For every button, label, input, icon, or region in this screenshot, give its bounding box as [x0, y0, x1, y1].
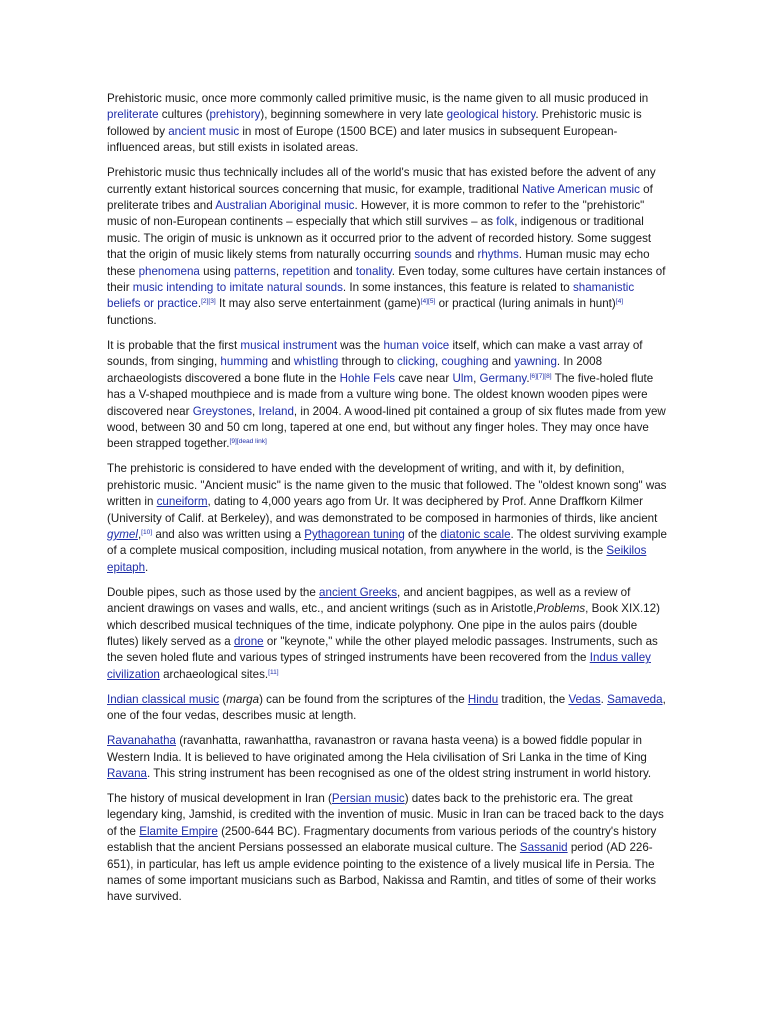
link-hohle-fels[interactable]: Hohle Fels: [339, 371, 396, 385]
link-music[interactable]: music: [132, 281, 164, 295]
link-cuneiform[interactable]: cuneiform: [156, 495, 208, 509]
text: .: [526, 371, 530, 385]
text: and: [330, 264, 356, 278]
link-diatonic-scale[interactable]: diatonic scale: [440, 527, 511, 541]
text: tradition, the: [498, 692, 569, 706]
text: (: [219, 692, 227, 706]
text: ), beginning somewhere in very late: [260, 108, 447, 122]
text: of the: [404, 527, 441, 541]
italic-title: Problems: [536, 602, 586, 616]
text: ,: [435, 355, 442, 369]
text: itself, which can make a vast array of sounds, from singing,: [107, 338, 643, 369]
paragraph-2: [107, 165, 667, 329]
link-gymel[interactable]: gymel: [107, 527, 138, 541]
text: Prehistoric music thus technically includes all of the world's music that has existed before the advent of any currently extant historical sources concerning that music, for example, traditional: [107, 166, 656, 196]
link-human-voice[interactable]: human voice: [383, 338, 450, 352]
text: The five-holed flute has a V-shaped mouthpiece and is made from a vulture wing bone. The oldest known wooden pipes were discovered near: [107, 371, 654, 418]
text: cultures (: [158, 108, 210, 122]
text: (ravanhatta, rawanhattha, ravanastron or ravana hasta veena) is a bowed fiddle popular in Western India. It is believed to have originated among the Hela civilisation of Sri Lanka in the time of King: [107, 734, 647, 764]
text: The history of musical development in Iran (: [107, 792, 332, 805]
link-sassanid[interactable]: Sassanid: [519, 841, 568, 855]
text: It is probable that the first: [107, 338, 241, 352]
text: , one of the four vedas, describes music at length.: [107, 692, 666, 723]
italic-term: marga: [226, 692, 260, 706]
link-vedas[interactable]: Vedas: [568, 692, 601, 706]
link-preliterate[interactable]: preliterate: [107, 108, 159, 122]
link-samaveda[interactable]: Samaveda: [607, 692, 663, 706]
text: . Prehistoric music is followed by: [107, 108, 642, 138]
link-elamite-empire[interactable]: Elamite Empire: [139, 824, 218, 838]
link-ravanahatha[interactable]: Ravanahatha: [107, 734, 176, 748]
paragraph-1: [107, 91, 667, 157]
link-prehistory[interactable]: prehistory: [209, 108, 261, 122]
link-intending-to-imitate-natural-sounds[interactable]: intending to imitate natural sounds: [166, 281, 343, 295]
text: . In 2008 archaeologists discovered a bone flute in the: [107, 355, 603, 385]
article-body: [107, 91, 667, 914]
text: and: [488, 355, 515, 369]
citation-ref[interactable]: [11]: [268, 668, 279, 676]
link-sounds[interactable]: sounds: [414, 248, 452, 262]
paragraph-7: [107, 733, 667, 782]
text: , indigenous or traditional music. The origin of music is unknown as it occurred prior to the advent of recorded history. Some suggest that the origin of music likely stems from naturally occurring: [107, 215, 652, 262]
text: ,: [473, 371, 480, 385]
text: ) dates back to the prehistoric era. The great legendary king, Jamshid, is credited with the invention of music. Music in Iran can be traced back to the days of the: [107, 792, 664, 838]
link-shamanistic-beliefs[interactable]: shamanistic beliefs or practice: [107, 281, 635, 311]
link-musical-instrument[interactable]: musical instrument: [240, 338, 338, 352]
link-australian-aboriginal-music[interactable]: Australian Aboriginal music: [215, 199, 355, 213]
citation-ref[interactable]: [2][3]: [201, 298, 216, 306]
citation-ref[interactable]: [6][7][8]: [529, 372, 552, 380]
text: ,: [275, 264, 283, 278]
link-indus-valley-civilization[interactable]: Indus valley civilization: [107, 651, 651, 681]
link-folk[interactable]: folk: [496, 215, 515, 229]
link-coughing[interactable]: coughing: [441, 355, 489, 369]
text: in most of Europe (1500 BCE) and later musics in subsequent European-influenced areas, but still exists in isolated areas.: [107, 124, 618, 155]
link-geological-history[interactable]: geological history: [446, 108, 536, 122]
text: . This string instrument has been recognised as one of the oldest string instrument in world history.: [146, 767, 652, 780]
link-yawning[interactable]: yawning: [514, 355, 557, 369]
link-ulm[interactable]: Ulm: [452, 371, 474, 385]
text: Prehistoric music, once more commonly called primitive music, is the name given to all music produced in: [107, 92, 649, 105]
paragraph-3: [107, 338, 667, 453]
link-whistling[interactable]: whistling: [293, 355, 339, 369]
citation-ref[interactable]: [4]: [615, 298, 624, 306]
link-indian-classical-music[interactable]: Indian classical music: [107, 692, 220, 706]
link-ancient-music[interactable]: ancient music: [168, 124, 240, 138]
link-greystones[interactable]: Greystones: [192, 404, 253, 418]
link-ancient-greeks[interactable]: ancient Greeks: [319, 585, 398, 599]
link-pythagorean-tuning[interactable]: Pythagorean tuning: [304, 527, 405, 541]
text: , dating to 4,000 years ago from Ur. It was deciphered by Prof. Anne Draffkorn Kilmer (University of Calif. at Berkeley), and was demonstrated to be composed in harmonies of thirds, like ancient: [107, 495, 658, 525]
text: . The oldest surviving example of a complete musical composition, including musical notation, from anywhere in the world, is the: [107, 527, 667, 558]
text: ,: [252, 404, 259, 418]
text: archaeological sites.: [159, 667, 269, 681]
text: , in 2004. A wood-lined pit contained a group of six flutes made from yew wood, between 30 and 50 cm long, tapered at one end, but without any finger holes. They may once have been strapped together.: [107, 404, 666, 451]
text: The prehistoric is considered to have ended with the development of writing, and with it, by definition, prehistoric music. "Ancient music" is the name given to the music that followed. The "oldest known song" was written in: [107, 462, 667, 509]
link-seikilos-epitaph[interactable]: Seikilos epitaph: [107, 544, 647, 574]
link-repetition[interactable]: repetition: [282, 264, 331, 278]
text: was the: [337, 338, 384, 352]
link-persian-music[interactable]: Persian music: [331, 792, 405, 805]
text: of preliterate tribes and: [107, 182, 653, 213]
link-clicking[interactable]: clicking: [397, 355, 436, 369]
text: period (AD 226-651), in particular, has left us ample evidence pointing to the existence of a lively musical life in Persia. The names of some important musicians such as Barbod, Nakissa and Ramtin, and titles of some of their works have survived.: [107, 841, 657, 904]
text: cave near: [395, 371, 453, 385]
link-germany[interactable]: Germany: [479, 371, 527, 385]
text: through to: [338, 355, 398, 369]
text: It may also serve entertainment (game): [215, 297, 421, 311]
link-phenomena[interactable]: phenomena: [138, 264, 200, 278]
link-native-american-music[interactable]: Native American music: [522, 182, 640, 196]
text: using: [199, 264, 235, 278]
link-patterns[interactable]: patterns: [234, 264, 276, 278]
text: . In some instances, this feature is related to: [342, 281, 573, 295]
link-ravana[interactable]: Ravana: [107, 767, 147, 780]
text: . However, it is more common to refer to the "prehistoric" music of non-European continents – especially that which still survives – as: [107, 199, 645, 229]
citation-ref[interactable]: [10]: [141, 528, 153, 536]
citation-ref[interactable]: [4][5]: [420, 298, 436, 306]
paragraph-4: [107, 461, 667, 576]
text: .: [197, 297, 202, 311]
text: and: [268, 355, 294, 369]
citation-ref[interactable]: [9][dead link]: [229, 438, 267, 446]
text: .: [600, 692, 608, 706]
text: , Book XIX.12) which described musical techniques of the time, indicate polyphony. One pipe in the aulos pairs (double flutes) likely served as a: [107, 602, 660, 648]
text: or practical (luring animals in hunt): [435, 297, 616, 311]
text: (2500-644 BC). Fragmentary documents from various periods of the country's history establish that the ancient Persians possessed an elaborate musical culture. The: [107, 824, 657, 855]
text: ) can be found from the scriptures of the: [259, 692, 468, 706]
text: and: [451, 248, 478, 262]
text: or "keynote," while the other played melodic passages. Instruments, such as the seven holed flute and various types of stringed instruments have been recovered from the: [107, 634, 658, 665]
link-rhythms[interactable]: rhythms: [477, 248, 519, 262]
text: . Even today, some cultures have certain instances of their: [107, 264, 666, 295]
text: Double pipes, such as those used by the: [107, 585, 320, 599]
link-humming[interactable]: humming: [220, 355, 269, 369]
paragraph-6: [107, 692, 667, 725]
link-hindu[interactable]: Hindu: [467, 692, 499, 706]
paragraph-8: [107, 791, 667, 906]
text: and also was written using a: [152, 527, 305, 541]
text: functions.: [107, 313, 157, 327]
link-tonality[interactable]: tonality: [355, 264, 392, 278]
link-ireland[interactable]: Ireland: [258, 404, 294, 418]
text: , and ancient bagpipes, as well as a review of ancient drawings on vases and walls, etc., and ancient writings (such as in Aristotle,: [107, 585, 631, 616]
text: ,: [137, 527, 142, 541]
text: . Human music may echo these: [107, 248, 650, 278]
text: .: [145, 560, 149, 574]
link-drone[interactable]: drone: [233, 634, 264, 648]
paragraph-5: [107, 585, 667, 683]
